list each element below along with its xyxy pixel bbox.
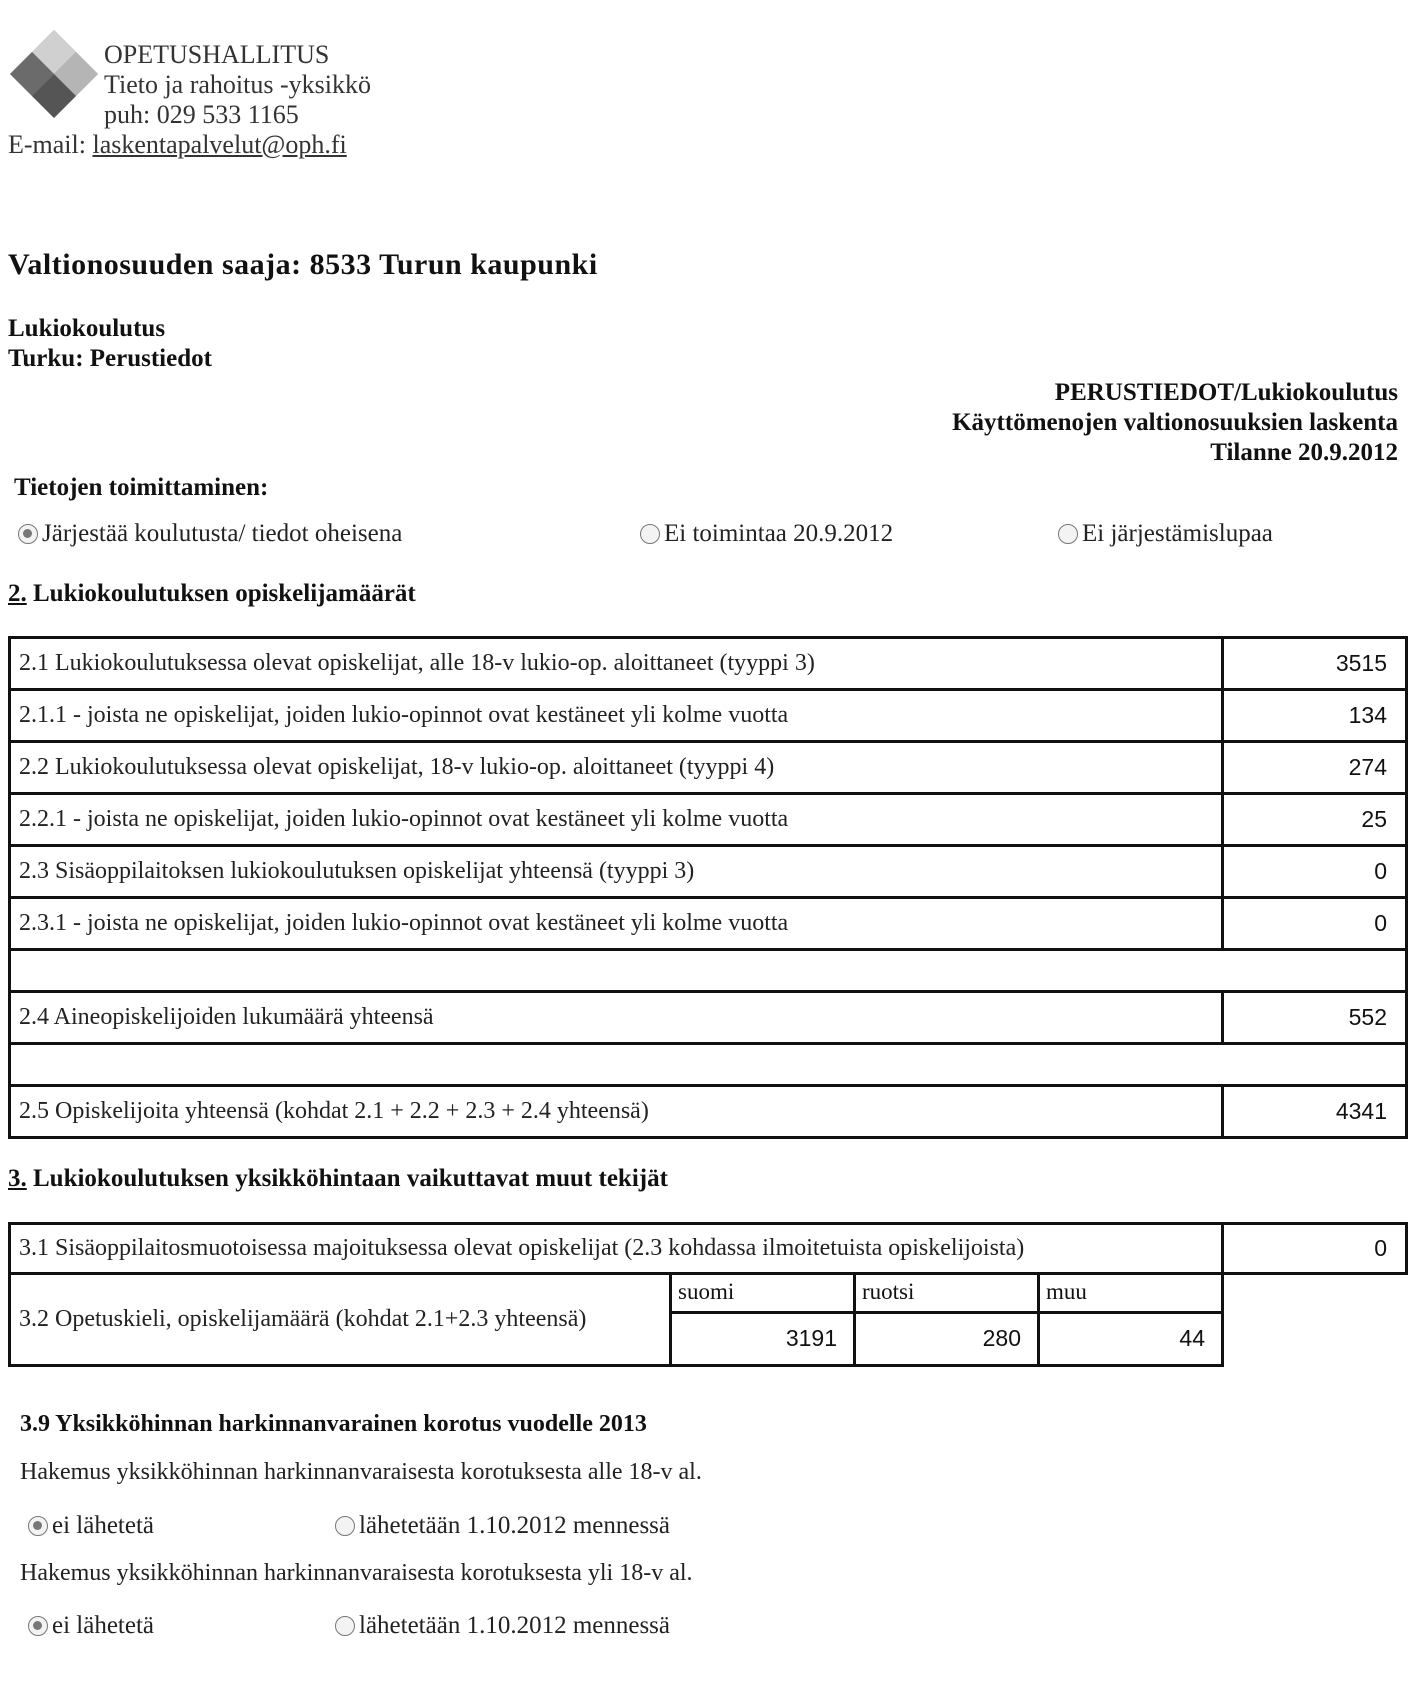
report-title-line1: PERUSTIEDOT/Lukiokoulutus	[1054, 379, 1398, 406]
table-row	[10, 898, 1407, 950]
row-label: 3.1 Sisäoppilaitosmuotoisessa majoituksessa olevat opiskelijat (2.3 kohdassa ilmoitetuista opiskelijoista)	[10, 1224, 1223, 1274]
row-label: 2.5 Opiskelijoita yhteensä (kohdat 2.1 + 2.2 + 2.3 + 2.4 yhteensä)	[10, 1086, 1223, 1138]
q2-option-sent-by-date[interactable]	[335, 1612, 670, 1640]
row-value: 134	[1223, 690, 1407, 742]
row-value: 552	[1223, 992, 1407, 1044]
row-label: 2.2.1 - joista ne opiskelijat, joiden lukio-opinnot ovat kestäneet yli kolme vuotta	[10, 794, 1223, 846]
radio-selected-icon[interactable]	[18, 524, 38, 544]
row-label: 2.1 Lukiokoulutuksessa olevat opiskelijat, alle 18-v lukio-op. aloittaneet (tyyppi 3)	[10, 638, 1223, 690]
radio-unselected-icon[interactable]	[640, 524, 660, 544]
q1-option-label: lähetetään 1.10.2012 mennessä	[359, 1512, 671, 1539]
section-2-heading	[8, 580, 416, 608]
question-under-18: Hakemus yksikköhinnan harkinnanvaraisesta korotuksesta alle 18-v al.	[20, 1459, 702, 1485]
row-label: 3.2 Opetuskieli, opiskelijamäärä (kohdat 2.1+2.3 yhteensä)	[10, 1274, 671, 1366]
recipient-title: Valtionosuuden saaja: 8533 Turun kaupunki	[8, 248, 598, 281]
subtitle-basic-info: Turku: Perustiedot	[8, 345, 212, 372]
row-value: 0	[1223, 898, 1407, 950]
delivery-heading: Tietojen toimittaminen:	[14, 474, 269, 501]
section-2-number: 2.	[8, 580, 27, 607]
table-row	[10, 1224, 1407, 1274]
language-cell-finnish	[671, 1274, 855, 1366]
language-cell-swedish	[855, 1274, 1039, 1366]
row-value: 0	[1223, 1224, 1407, 1274]
language-header: ruotsi	[856, 1275, 1037, 1314]
radio-selected-icon[interactable]	[28, 1516, 48, 1536]
row-label: 2.3.1 - joista ne opiskelijat, joiden lukio-opinnot ovat kestäneet yli kolme vuotta	[10, 898, 1223, 950]
language-cell-other	[1039, 1274, 1223, 1366]
section-3-number: 3.	[8, 1165, 27, 1192]
section-3-heading	[8, 1165, 668, 1193]
table-row	[10, 992, 1407, 1044]
org-unit: Tieto ja rahoitus -yksikkö	[104, 70, 371, 99]
language-value: 44	[1179, 1325, 1205, 1351]
row-value: 274	[1223, 742, 1407, 794]
language-header: muu	[1040, 1275, 1221, 1314]
report-title-line3: Tilanne 20.9.2012	[1210, 439, 1398, 466]
q1-option-not-sent[interactable]	[28, 1512, 154, 1540]
delivery-option-no-license[interactable]	[1058, 520, 1273, 548]
org-name: OPETUSHALLITUS	[104, 40, 330, 69]
table-row	[10, 846, 1407, 898]
opetushallitus-logo	[8, 28, 100, 120]
language-value: 280	[982, 1325, 1021, 1351]
delivery-option-label: Ei toimintaa 20.9.2012	[664, 520, 894, 547]
student-counts-table	[8, 636, 1408, 1139]
q1-option-label: ei lähetetä	[52, 1512, 155, 1539]
row-value: 0	[1223, 846, 1407, 898]
subtitle-education: Lukiokoulutus	[8, 315, 166, 342]
report-title-line2: Käyttömenojen valtionosuuksien laskenta	[952, 409, 1398, 436]
q2-option-label: lähetetään 1.10.2012 mennessä	[359, 1612, 671, 1639]
row-label: 2.3 Sisäoppilaitoksen lukiokoulutuksen opiskelijat yhteensä (tyyppi 3)	[10, 846, 1223, 898]
delivery-option-label: Ei järjestämislupaa	[1082, 520, 1273, 547]
table-row	[10, 690, 1407, 742]
email-link[interactable]: laskentapalvelut@oph.fi	[92, 130, 347, 159]
radio-unselected-icon[interactable]	[335, 1616, 355, 1636]
spacer-cell	[10, 950, 1407, 992]
org-phone: puh: 029 533 1165	[104, 100, 299, 129]
row-value: 4341	[1223, 1086, 1407, 1138]
organization-block	[104, 40, 371, 130]
radio-unselected-icon[interactable]	[1058, 524, 1078, 544]
delivery-option-no-activity[interactable]	[640, 520, 893, 548]
q2-option-not-sent[interactable]	[28, 1612, 154, 1640]
section-3-title: Lukiokoulutuksen yksikköhintaan vaikuttavat muut tekijät	[26, 1165, 668, 1192]
subheading	[8, 314, 212, 374]
table-row	[10, 742, 1407, 794]
delivery-option-organizes[interactable]	[18, 520, 402, 548]
email-label: E-mail:	[8, 130, 86, 159]
other-factors-table	[8, 1222, 1408, 1367]
radio-unselected-icon[interactable]	[335, 1516, 355, 1536]
row-label: 2.4 Aineopiskelijoiden lukumäärä yhteensä	[10, 992, 1223, 1044]
table-row	[10, 1274, 1407, 1366]
question-over-18: Hakemus yksikköhinnan harkinnanvaraisesta korotuksesta yli 18-v al.	[20, 1560, 693, 1586]
email-line	[8, 130, 347, 160]
section-3-9-heading: 3.9 Yksikköhinnan harkinnanvarainen korotus vuodelle 2013	[20, 1411, 647, 1437]
section-2-title: Lukiokoulutuksen opiskelijamäärät	[26, 580, 416, 607]
spacer-row	[10, 950, 1407, 992]
language-header: suomi	[672, 1275, 853, 1314]
q2-option-label: ei lähetetä	[52, 1612, 155, 1639]
table-row	[10, 638, 1407, 690]
radio-selected-icon[interactable]	[28, 1616, 48, 1636]
row-value: 3515	[1223, 638, 1407, 690]
table-row	[10, 794, 1407, 846]
spacer-row	[10, 1044, 1407, 1086]
spacer-cell	[10, 1044, 1407, 1086]
q1-option-sent-by-date[interactable]	[335, 1512, 670, 1540]
table-row	[10, 1086, 1407, 1138]
row-label: 2.1.1 - joista ne opiskelijat, joiden lukio-opinnot ovat kestäneet yli kolme vuotta	[10, 690, 1223, 742]
row-value: 25	[1223, 794, 1407, 846]
language-value: 3191	[785, 1325, 837, 1351]
row-label: 2.2 Lukiokoulutuksessa olevat opiskelijat, 18-v lukio-op. aloittaneet (tyyppi 4)	[10, 742, 1223, 794]
delivery-option-label: Järjestää koulutusta/ tiedot oheisena	[42, 520, 403, 547]
report-title	[952, 378, 1398, 468]
